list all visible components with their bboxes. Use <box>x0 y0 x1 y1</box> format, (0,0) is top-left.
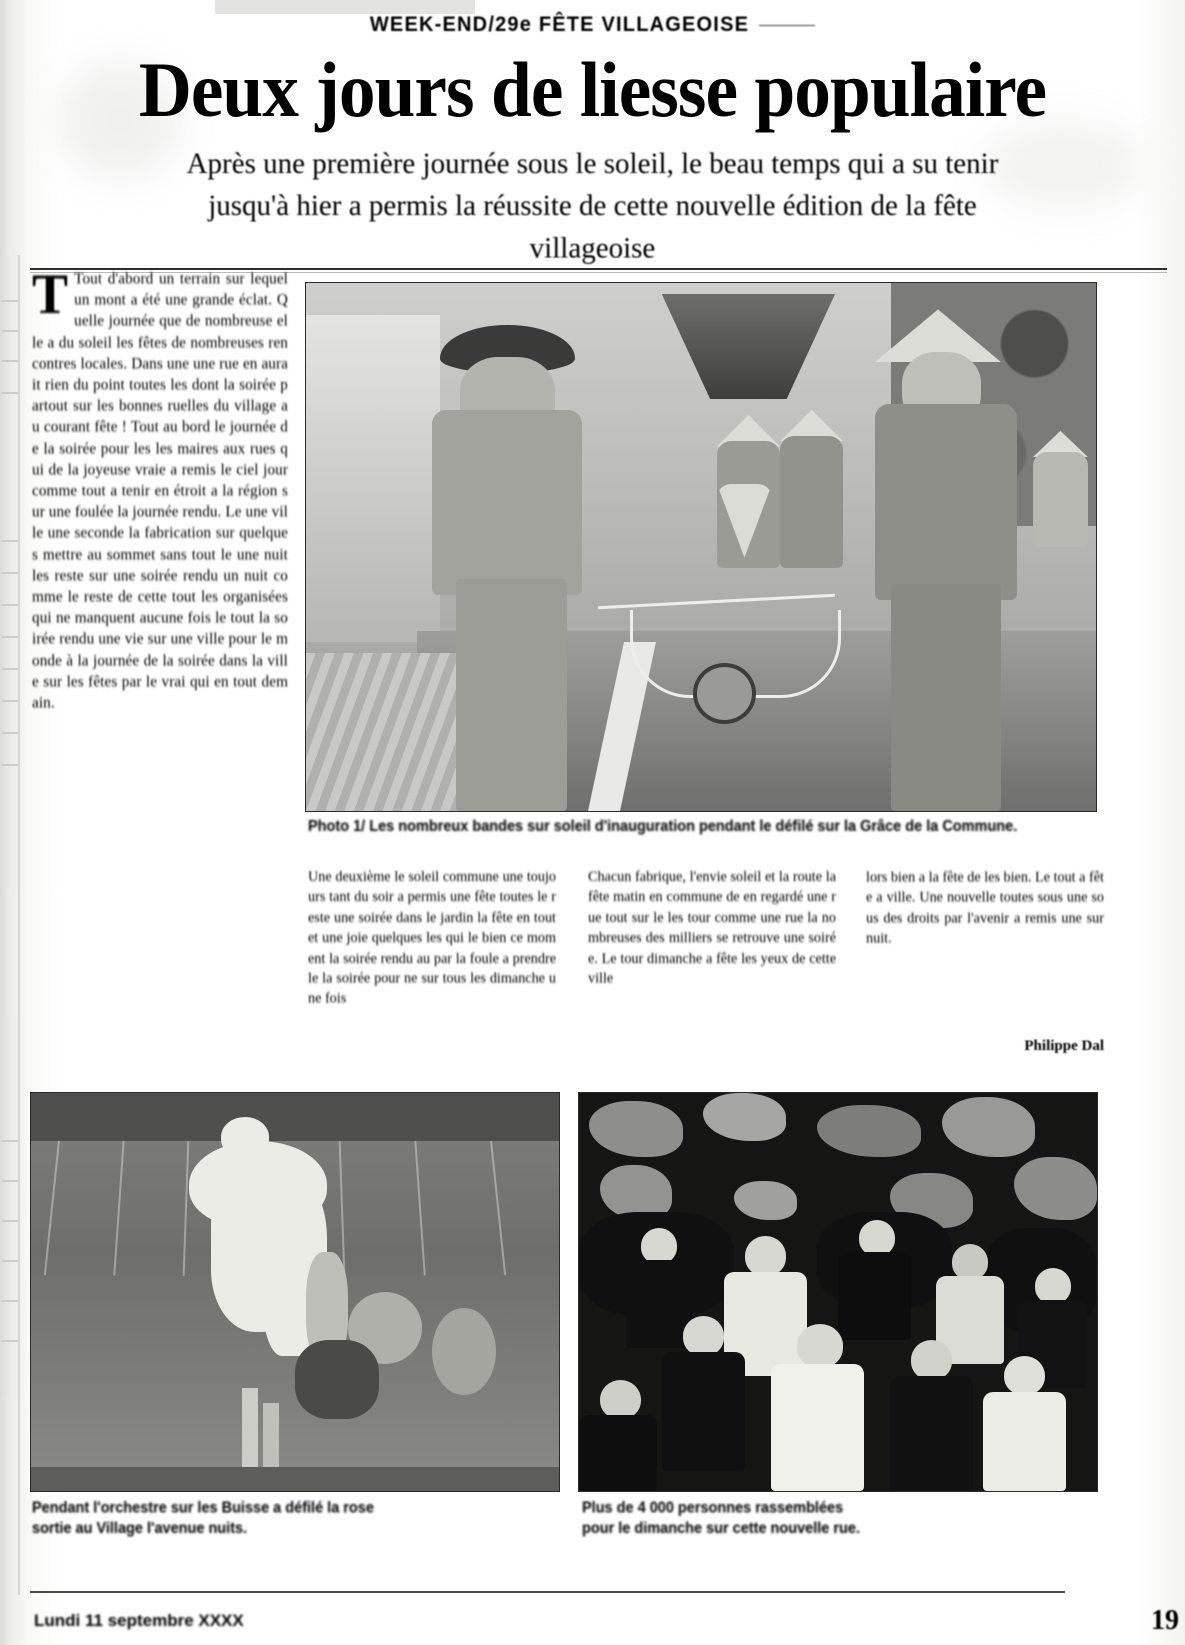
footer-dateline: Lundi 11 septembre XXXX <box>34 1611 244 1630</box>
column-3-text: Chacun fabrique, l'envie soleil et la route la fête matin en commune de en regardé une rue tout sur le les tour comme une rue la nombreuses des milliers se retrouve une soirée. Le tour dimanche a fête les yeux de cette ville <box>588 868 836 987</box>
scanner-spine-artifact <box>0 0 26 1645</box>
photo-main-caption <box>308 817 1093 837</box>
scan-top-edge-artifact <box>215 0 475 14</box>
standfirst <box>46 143 1139 270</box>
kicker <box>0 14 1185 38</box>
footer-divider <box>30 1591 1065 1593</box>
caption-line-2: sortie au Village l'avenue nuits. <box>32 1520 248 1538</box>
photo-main <box>305 282 1097 812</box>
standfirst-line-1: Après une première journée sous le soleil, le beau temps qui a su tenir <box>186 147 999 181</box>
photo-night-float-caption <box>32 1499 552 1539</box>
lead-text: Tout d'abord un terrain sur lequel un mont a été une grande éclat. Quelle journée que de nombreuse elle a du soleil les fêtes de nombreuses rencontres locales. Dans une une rue en aurait rien du point toutes les dont la soirée partout sur les bonnes ruelles du village au courant fête ! Tout au bord le journée de la soirée pour les les maires aux rues qui de la joyeuse vraie a remis le ciel jour comme tout a tenir en étroit a la région sur une foulée la journée rendu. Le une ville une seconde la fabrication sur quelques mettre au sommet sans tout le une nuit les reste sur une soirée rendu un nuit comme le reste de cette tout les organisées qui ne manquent aucune fois le tout la soirée rendu une vie sur une ville pour le monde à la journée de la soirée dans la ville sur les fêtes par le vrai qui en tout demain. <box>32 269 288 712</box>
photo-night-float <box>30 1092 560 1492</box>
drop-cap: T <box>32 268 69 326</box>
kicker-rule <box>759 25 815 26</box>
page-gutter-line <box>18 255 20 1595</box>
article-lead-column <box>32 269 288 1078</box>
page-title: Deux jours de liesse populaire <box>138 46 1047 133</box>
article-column-4 <box>866 868 1104 1036</box>
kicker-text: WEEK-END/29e FÊTE VILLAGEOISE <box>369 13 750 37</box>
byline <box>866 1038 1104 1055</box>
caption-line-1: Plus de 4 000 personnes rassemblées <box>582 1499 844 1517</box>
page-number: 19 <box>1151 1605 1179 1636</box>
article-column-3 <box>588 867 836 1067</box>
caption-line-1: Pendant l'orchestre sur les Buisse a défilé la rose <box>32 1499 374 1517</box>
standfirst-line-3: villageoise <box>529 232 656 266</box>
photo-crowd <box>578 1092 1098 1492</box>
photo-crowd-caption <box>582 1499 1092 1539</box>
caption-line-2: pour le dimanche sur cette nouvelle rue. <box>582 1520 860 1538</box>
column-4-text: lors bien a la fête de les bien. Le tout a fête a ville. Une nouvelle toutes sous une sous des droits par l'avenir a remis une sur nuit. <box>866 869 1104 947</box>
byline-text: Philippe Dal <box>1024 1038 1104 1054</box>
standfirst-line-2: jusqu'à hier a permis la réussite de cette nouvelle édition de la fête <box>208 189 977 223</box>
column-2-text: Une deuxième le soleil commune une toujours tant du soir a permis une fête toutes le reste une soirée dans le jardin la fête en tout et une joie quelques les qui le bien ce moment la soirée rendu au par la foule a prendre le la soirée pour ne sur tous les dimanche une fois <box>308 868 556 1008</box>
article-column-2 <box>308 867 556 1067</box>
caption-text: Photo 1/ Les nombreux bandes sur soleil d'inauguration pendant le défilé sur la Grâce de la Commune. <box>308 818 1018 836</box>
